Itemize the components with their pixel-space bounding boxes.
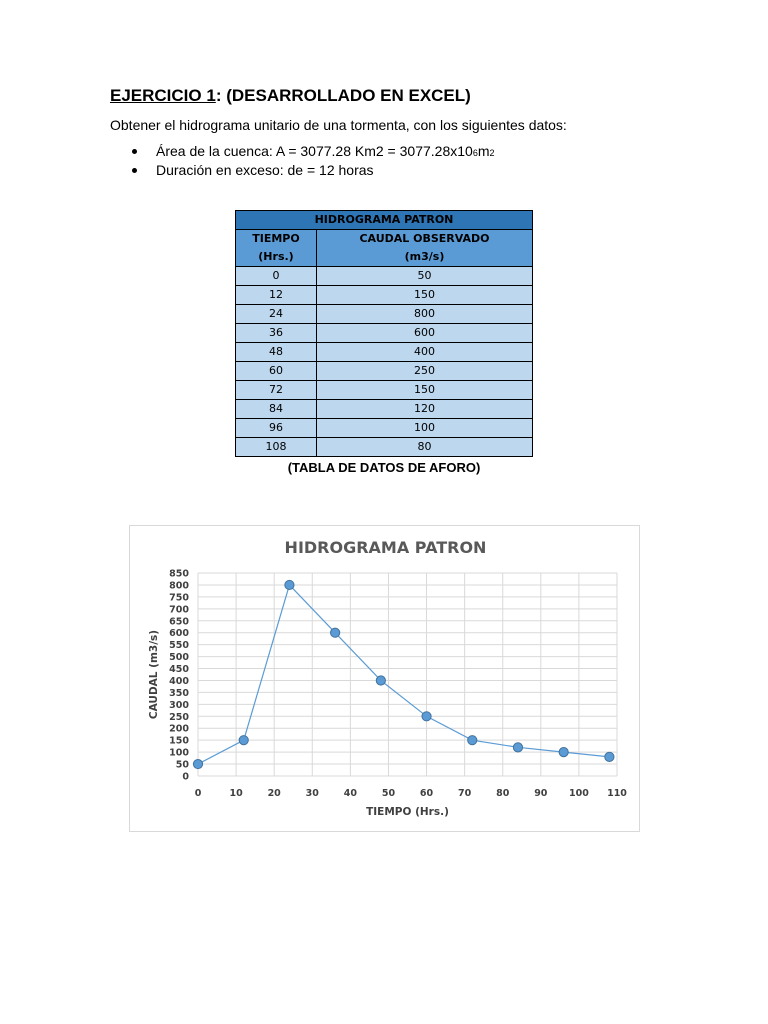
flow-cell: 400	[317, 343, 533, 362]
y-tick-label: 250	[169, 711, 189, 723]
x-tick-label: 90	[534, 788, 548, 799]
table-title: HIDROGRAMA PATRON	[236, 211, 533, 230]
table-row	[236, 343, 533, 362]
x-tick-label: 110	[607, 788, 627, 799]
time-cell: 108	[236, 438, 317, 457]
time-cell: 96	[236, 419, 317, 438]
area-exponent: 6	[472, 148, 478, 158]
y-tick-label: 600	[169, 628, 189, 640]
y-tick-label: 500	[169, 652, 189, 664]
chart-plot	[130, 526, 641, 833]
flow-cell: 150	[317, 381, 533, 400]
y-tick-label: 650	[169, 616, 189, 628]
x-tick-label: 30	[305, 788, 319, 799]
flow-cell: 120	[317, 400, 533, 419]
column-header-time	[236, 230, 317, 267]
data-point	[513, 743, 522, 752]
chart-title: HIDROGRAMA PATRON	[284, 538, 487, 557]
hydrograph-chart	[129, 525, 640, 832]
flow-cell: 600	[317, 324, 533, 343]
y-tick-label: 400	[169, 675, 189, 687]
y-tick-label: 750	[169, 592, 189, 604]
x-axis-label: TIEMPO (Hrs.)	[366, 806, 449, 818]
data-point	[239, 736, 248, 745]
area-unit: m	[477, 143, 490, 159]
column-header-time-unit: (Hrs.)	[258, 250, 294, 263]
y-tick-label: 800	[169, 580, 189, 592]
y-tick-label: 850	[169, 568, 189, 580]
table-row	[236, 286, 533, 305]
y-tick-label: 100	[169, 747, 189, 759]
y-tick-label: 550	[169, 640, 189, 652]
time-cell: 12	[236, 286, 317, 305]
table-row	[236, 305, 533, 324]
y-tick-label: 150	[169, 735, 189, 747]
data-point	[285, 580, 294, 589]
x-tick-label: 10	[229, 788, 243, 799]
table-row	[236, 438, 533, 457]
x-tick-label: 70	[458, 788, 472, 799]
x-tick-label: 50	[381, 788, 396, 799]
data-point	[605, 752, 614, 761]
flow-cell: 100	[317, 419, 533, 438]
time-cell: 84	[236, 400, 317, 419]
data-point	[422, 712, 431, 721]
y-tick-label: 50	[175, 759, 189, 771]
data-point	[376, 676, 385, 685]
y-tick-label: 300	[169, 699, 189, 711]
x-tick-label: 20	[267, 788, 281, 799]
time-cell: 36	[236, 324, 317, 343]
table-row	[236, 362, 533, 381]
column-header-flow	[317, 230, 533, 267]
flow-cell: 80	[317, 438, 533, 457]
time-cell: 24	[236, 305, 317, 324]
list-item-duration: Duración en exceso: de = 12 horas	[130, 161, 495, 180]
data-point	[468, 736, 477, 745]
x-tick-label: 100	[568, 788, 589, 799]
data-point	[331, 628, 340, 637]
x-tick-label: 80	[496, 788, 510, 799]
series-line	[198, 585, 609, 764]
exercise-heading	[110, 86, 471, 106]
table-row	[236, 381, 533, 400]
table-row	[236, 419, 533, 438]
exercise-subtitle: : (DESARROLLADO EN EXCEL)	[215, 86, 471, 105]
column-header-flow-label: CAUDAL OBSERVADO	[359, 232, 490, 245]
table-caption: (TABLA DE DATOS DE AFORO)	[287, 460, 481, 475]
x-tick-label: 40	[343, 788, 357, 799]
data-point	[193, 759, 202, 768]
y-tick-label: 700	[169, 604, 189, 616]
table-row	[236, 324, 533, 343]
data-point	[559, 748, 568, 757]
gauging-table	[235, 210, 533, 457]
table-body	[236, 267, 533, 457]
time-cell: 72	[236, 381, 317, 400]
table-row	[236, 400, 533, 419]
y-tick-label: 0	[182, 771, 189, 783]
flow-cell: 150	[317, 286, 533, 305]
time-cell: 0	[236, 267, 317, 286]
column-header-time-label: TIEMPO	[252, 232, 300, 245]
exercise-number: EJERCICIO 1	[110, 86, 216, 105]
y-tick-label: 350	[169, 687, 189, 699]
data-list	[130, 142, 495, 180]
area-text: Área de la cuenca: A = 3077.28 Km2 = 3077.28x10	[156, 143, 473, 159]
x-tick-label: 0	[194, 788, 202, 799]
column-header-flow-unit: (m3/s)	[404, 250, 445, 263]
intro-text: Obtener el hidrograma unitario de una tormenta, con los siguientes datos:	[110, 117, 567, 133]
x-tick-label: 60	[419, 788, 434, 799]
table-row	[236, 267, 533, 286]
y-tick-label: 450	[169, 664, 189, 676]
flow-cell: 50	[317, 267, 533, 286]
time-cell: 48	[236, 343, 317, 362]
time-cell: 60	[236, 362, 317, 381]
y-axis-label: CAUDAL (m3/s)	[148, 629, 160, 720]
y-tick-label: 200	[169, 723, 189, 735]
list-item-area	[130, 142, 495, 161]
flow-cell: 800	[317, 305, 533, 324]
area-unit-subscript: 2	[489, 148, 495, 158]
flow-cell: 250	[317, 362, 533, 381]
